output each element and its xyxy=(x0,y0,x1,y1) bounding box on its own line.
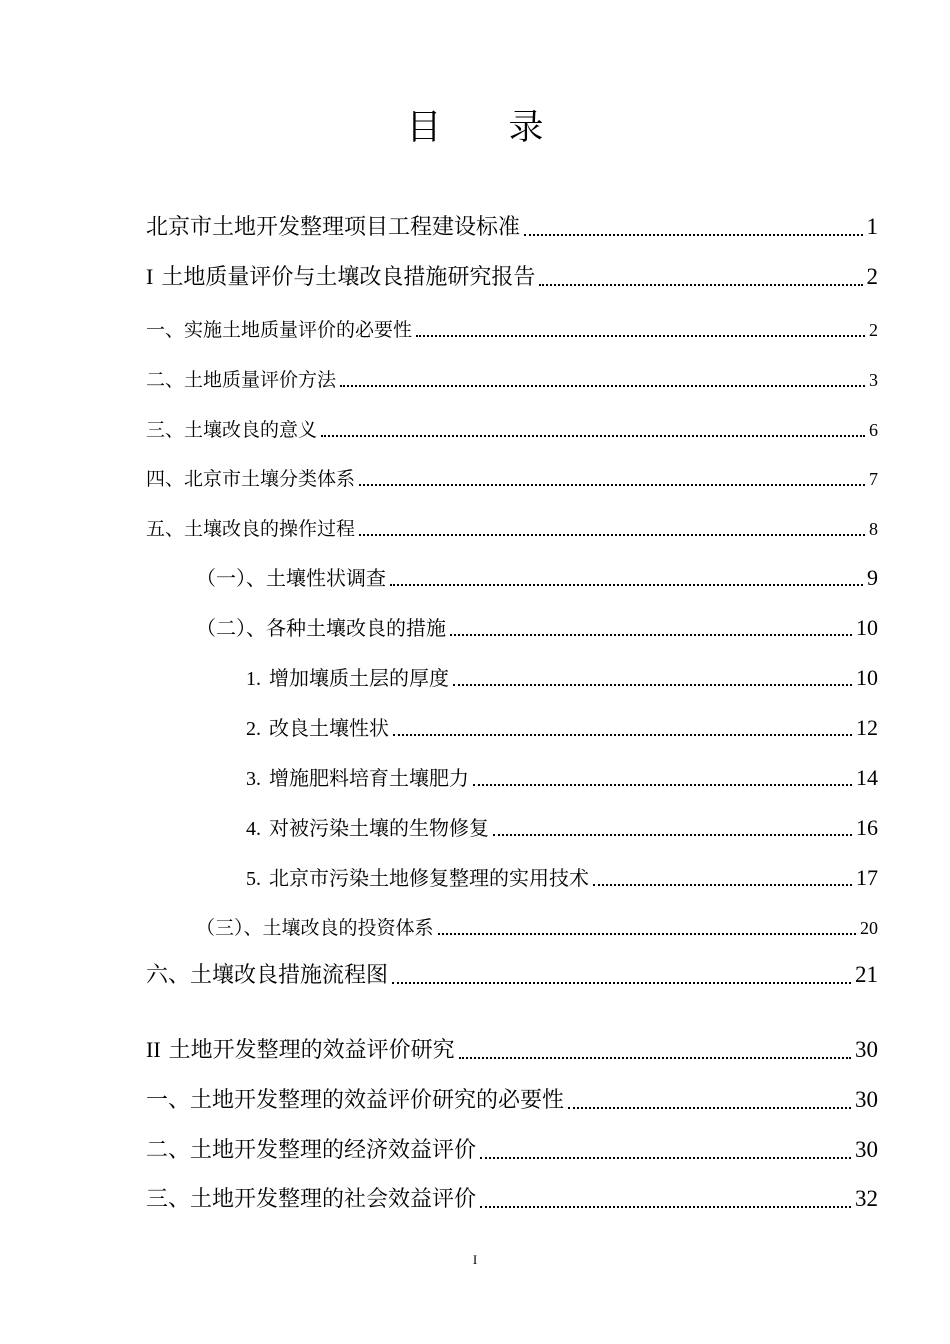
leader-dots xyxy=(539,284,862,286)
toc-entry-page: 7 xyxy=(869,469,878,489)
toc-entry[interactable] xyxy=(146,514,878,541)
toc-entry-page: 1 xyxy=(866,214,878,239)
toc-entry-prefix: 5. xyxy=(246,868,261,890)
leader-dots xyxy=(392,982,851,984)
toc-entry-label: 对被污染土壤的生物修复 xyxy=(269,816,489,840)
leader-dots xyxy=(493,834,852,836)
toc-entry[interactable] xyxy=(146,1133,878,1164)
toc-entry-label: 一、实施土地质量评价的必要性 xyxy=(146,319,413,341)
toc-entry-page: 32 xyxy=(855,1186,878,1211)
toc-entry-page: 8 xyxy=(869,519,878,539)
leader-dots xyxy=(450,634,852,636)
toc-entry[interactable] xyxy=(146,210,878,241)
page-title: 目 录 xyxy=(406,108,572,148)
toc-entry-label: （二）、各种土壤改良的措施 xyxy=(196,616,446,640)
toc-entry-label: 改良土壤性状 xyxy=(269,716,389,740)
toc-entry[interactable] xyxy=(146,260,878,291)
toc-entry-label: 土地开发整理的效益评价研究 xyxy=(168,1038,455,1063)
toc-entry-label: （一）、土壤性状调查 xyxy=(196,566,386,590)
leader-dots xyxy=(438,933,856,935)
toc-entry[interactable] xyxy=(146,415,878,442)
toc-entry-page: 30 xyxy=(855,1037,878,1062)
leader-dots xyxy=(390,584,863,586)
toc-entry-label: 四、北京市土壤分类体系 xyxy=(146,468,356,490)
toc-entry[interactable] xyxy=(146,1182,878,1213)
toc-entry-label: （三）、土壤改良的投资体系 xyxy=(196,917,434,939)
leader-dots xyxy=(453,684,852,686)
toc-entry-prefix: 1. xyxy=(246,668,261,690)
leader-dots xyxy=(480,1206,851,1208)
toc-entry-label: 二、土地质量评价方法 xyxy=(146,369,337,391)
leader-dots xyxy=(480,1157,851,1159)
toc-entry-prefix: II xyxy=(146,1037,161,1062)
toc-entry-page: 3 xyxy=(869,370,878,390)
toc-entry-label: 三、土地开发整理的社会效益评价 xyxy=(146,1187,477,1212)
toc-entry-page: 10 xyxy=(856,615,878,640)
toc-entry-page: 16 xyxy=(856,815,878,840)
toc-entry[interactable] xyxy=(146,958,878,989)
leader-dots xyxy=(473,784,852,786)
toc-entry[interactable] xyxy=(246,762,878,791)
toc-entry-label: 六、土壤改良措施流程图 xyxy=(146,963,389,988)
leader-dots xyxy=(321,435,865,437)
toc-entry-page: 21 xyxy=(855,962,878,987)
toc-entry-label: 北京市土地开发整理项目工程建设标准 xyxy=(146,215,521,240)
toc-entry-prefix: 2. xyxy=(246,718,261,740)
leader-dots xyxy=(593,884,852,886)
toc-entry-label: 增施肥料培育土壤肥力 xyxy=(269,766,469,790)
toc-entry[interactable] xyxy=(146,1083,878,1114)
leader-dots xyxy=(459,1057,851,1059)
toc-entry[interactable] xyxy=(146,365,878,392)
toc-entry[interactable] xyxy=(146,315,878,342)
leader-dots xyxy=(340,385,865,387)
leader-dots xyxy=(416,335,865,337)
toc-entry-page: 17 xyxy=(856,865,878,890)
toc-entry-label: 三、土壤改良的意义 xyxy=(146,419,318,441)
toc-entry-label: 一、土地开发整理的效益评价研究的必要性 xyxy=(146,1088,565,1113)
toc-entry-label: 二、土地开发整理的经济效益评价 xyxy=(146,1138,477,1163)
toc-entry-page: 2 xyxy=(866,264,878,289)
toc-entry[interactable] xyxy=(196,612,878,641)
toc-entry[interactable] xyxy=(196,562,878,591)
toc-entry[interactable] xyxy=(246,662,878,691)
toc-entry-page: 30 xyxy=(855,1137,878,1162)
leader-dots xyxy=(359,534,865,536)
toc-entry-label: 北京市污染土地修复整理的实用技术 xyxy=(269,866,589,890)
toc-entry[interactable] xyxy=(246,712,878,741)
toc-entry-page: 6 xyxy=(869,420,878,440)
footer-page-number: I xyxy=(472,1252,478,1267)
toc-entry-label: 土地质量评价与土壤改良措施研究报告 xyxy=(161,265,536,290)
toc-entry-page: 12 xyxy=(856,715,878,740)
toc-entry-prefix: 3. xyxy=(246,768,261,790)
toc-entry[interactable] xyxy=(246,862,878,891)
toc-entry-page: 30 xyxy=(855,1087,878,1112)
toc-entry-page: 14 xyxy=(856,765,878,790)
leader-dots xyxy=(568,1107,851,1109)
toc-entry[interactable] xyxy=(196,913,878,940)
toc-entry-prefix: I xyxy=(146,264,154,289)
toc-entry[interactable] xyxy=(146,464,878,491)
leader-dots xyxy=(393,734,852,736)
toc-entry[interactable] xyxy=(246,812,878,841)
leader-dots xyxy=(359,484,865,486)
toc-entry-page: 10 xyxy=(856,665,878,690)
toc-entry-label: 增加壤质土层的厚度 xyxy=(269,666,449,690)
toc-entry-prefix: 4. xyxy=(246,818,261,840)
toc-entry-page: 2 xyxy=(869,320,878,340)
toc-entry-page: 20 xyxy=(860,918,878,938)
leader-dots xyxy=(524,234,862,236)
toc-entry-page: 9 xyxy=(867,565,878,590)
toc-entry[interactable] xyxy=(146,1033,878,1064)
toc-entry-label: 五、土壤改良的操作过程 xyxy=(146,518,356,540)
